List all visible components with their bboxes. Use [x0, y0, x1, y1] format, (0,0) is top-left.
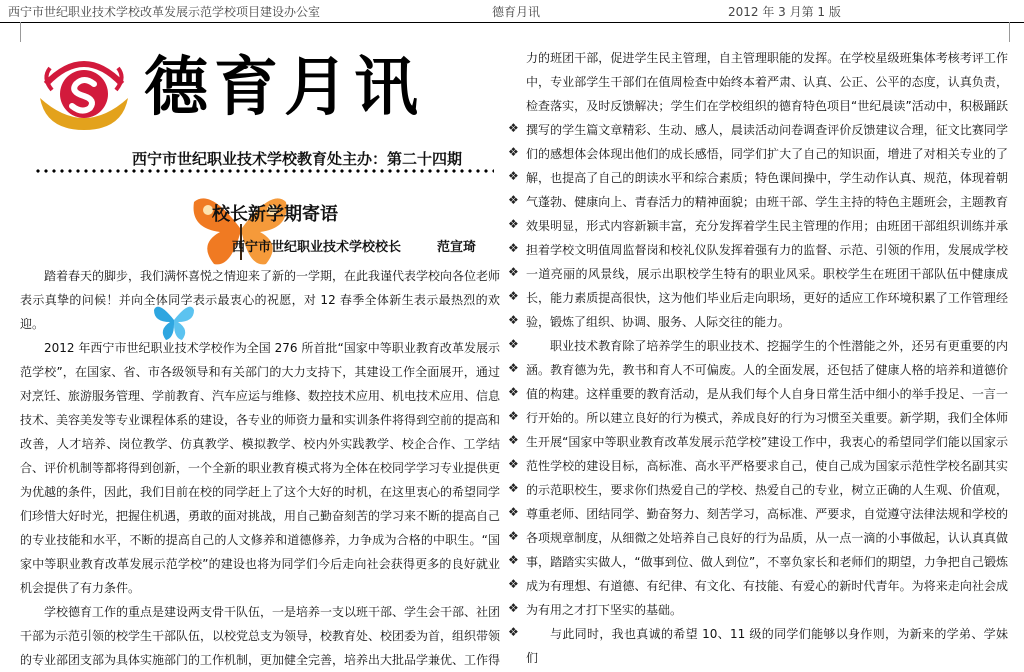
- diamond-bullet-icon: ❖: [508, 241, 519, 255]
- diamond-bullet-icon: ❖: [508, 361, 519, 375]
- header-issue-date: 2012 年 3 月第 1 版: [728, 5, 841, 19]
- school-logo-icon: [36, 48, 132, 134]
- diamond-bullet-icon: ❖: [508, 217, 519, 231]
- diamond-bullet-icon: ❖: [508, 577, 519, 591]
- paragraph: 踏着春天的脚步，我们满怀喜悦之情迎来了新的一学期，在此我谨代表学校向各位老师表示真挚的问候！并向全体同学表示最衷心的祝愿，对 12 春季全体新生表示最热烈的欢迎。: [20, 269, 501, 331]
- diamond-bullet-icon: ❖: [508, 409, 519, 423]
- diamond-bullet-icon: ❖: [508, 505, 519, 519]
- article-title: 校长新学期寄语: [212, 204, 338, 225]
- diamond-bullet-icon: ❖: [508, 289, 519, 303]
- paragraph: 职业技术教育除了培养学生的职业技术、挖掘学生的个性潜能之外，还另有更重要的内涵。教育德为先，教书和育人不可偏废。人的全面发展，还包括了健康人格的培养和道德价值的构建。这样重要的教育活动，是从我们每个人自身日常生活中细小的举手投足、一言一行开始的。所以建立良好的行为模式，养成良好的行为习惯至关重要。新学期，我们全体师生开展“国家中等职业教育改革发展示范学校”建设工作中，我衷心的希望同学们能以国家示范性学校的建设目标，高标准、高水平严格要求自己，使自己成为国家示范性学校名副其实的示范职校生，要求你们热爱自己的学校、热爱自己的专业，树立正确的人生观、价值观，尊重老师、团结同学、勤奋努力、刻苦学习，高标准、严要求，自觉遵守法律法规和学校的各项规章制度，从细微之处培养自己良好的行为品质，从一点一滴的小事做起，认认真真做事，踏踏实实做人，“做事到位、做人到位”，不辜负家长和老师们的期望，力争把自己锻炼成为有理想、有道德、有纪律、有文化、有技能、有爱心的新时代青年。为将来走向社会成为有用之才打下坚实的基础。: [526, 339, 1008, 617]
- diamond-bullet-icon: ❖: [508, 625, 519, 639]
- paragraph: 与此同时，我也真诚的希望 10、11 级的同学们能够以身作则，为新来的学弟、学妹们: [526, 627, 1008, 665]
- page-header: [0, 0, 1024, 23]
- diamond-bullet-icon: ❖: [508, 457, 519, 471]
- diamond-bullet-icon: ❖: [508, 145, 519, 159]
- newsletter-masthead: 德育月讯: [144, 50, 424, 125]
- author-name: 范宣琦: [437, 240, 477, 255]
- left-margin-mark: [0, 22, 21, 42]
- header-newsletter-name: 德育月讯: [492, 5, 541, 19]
- author-role: 西宁市世纪职业技术学校校长: [232, 240, 402, 255]
- diamond-bullet-icon: ❖: [508, 601, 519, 615]
- diamond-bullet-column: [508, 112, 522, 652]
- diamond-bullet-icon: ❖: [508, 553, 519, 567]
- diamond-bullet-icon: ❖: [508, 265, 519, 279]
- diamond-bullet-icon: ❖: [508, 529, 519, 543]
- diamond-bullet-icon: ❖: [508, 385, 519, 399]
- diamond-bullet-icon: ❖: [508, 433, 519, 447]
- header-office: 西宁市世纪职业技术学校改革发展示范学校项目建设办公室: [8, 5, 321, 19]
- masthead-subtitle: 西宁市世纪职业技术学校教育处主办：第二十四期: [132, 150, 463, 168]
- right-margin-mark: [1009, 22, 1024, 42]
- paragraph: 力的班团干部，促进学生民主管理，自主管理职能的发挥。在学校星级班集体考核考评工作中，专业部学生干部们在值周检查中始终本着严肃、认真、公正、公平的态度，认真负责，检查落实，及时反馈解决；学生们在学校组织的德育特色项目“世纪晨读”活动中，积极踊跃撰写的学生篇文章精彩、生动、感人，晨读活动问卷调查评价反馈建议合理，征文比赛同学们的感想体会体现出他们的成长感悟，同学们扩大了自己的知识面，增进了对相关专业的了解，也提高了自己的朗读水平和综合素质；特色课间操中，学生动作认真、规范，体现着朝气蓬勃、健康向上、青春活力的精神面貌；由班干部、学生主持的特色主题班会，主题教育效果明显，形式内容新颖丰富，充分发挥着学生民主管理的作用；由班团干部组织训练并承担着学校文明值周监督岗和校礼仪队发挥着强有力的监督、示范、引领的作用，发展成学校一道亮丽的风景线，展示出职校学生特有的职业风采。职校学生在班团干部队伍中健康成长，能力素质提高很快，这为他们毕业后走向职场，更好的适应工作环境积累了工作管理经验，锻炼了组织、协调、服务、人际交往的能力。: [526, 51, 1008, 329]
- diamond-bullet-icon: ❖: [508, 337, 519, 351]
- paragraph: 2012 年西宁市世纪职业技术学校作为全国 276 所首批“国家中等职业教育改革发展示范学校”，在国家、省、市各级领导和有关部门的大力支持下，其建设工作全面展开，通过对烹饪、旅游服务管理、学前教育、汽车应运与维修、数控技术应用、机电技术应用、信息技术、美容美发等专业课程体系的建设，各专业的师资力量和实训条件将得到空前的提高和改善，人才培养、岗位教学、仿真教学、模拟教学、校内外实践教学、校企合作、工学结合、评价机制等都将得到创新，一个全新的职业教育模式将为全体在校同学学习专业提供更为优越的条件，因此，我们目前在校的同学赶上了这个大好的时机，在这里衷心的希望同学们珍惜大好时光，把握住机遇，勇敢的面对挑战，用自己勤奋刻苦的学习来不断的提高自己的专业技能和水平，不断的提高自己的人文修养和道德修养，力争成为合格的中职生。“国家中等职业教育改革发展示范学校”的建设也将为同学们今后走向社会获得更多的良好就业机会提供了有力条件。: [20, 341, 501, 595]
- left-column: [20, 264, 501, 667]
- diamond-bullet-icon: ❖: [508, 121, 519, 135]
- article-byline: [232, 236, 476, 255]
- paragraph: 学校德育工作的重点是建设两支骨干队伍，一是培养一支以班干部、学生会干部、社团干部为示范引领的校学生干部队伍，以校党总支为领导，校教育处、校团委为首，组织带领的专业部团支部为具体实施部门的工作机制，更加健全完善，培养出大批品学兼优、工作得: [20, 605, 501, 667]
- diamond-bullet-icon: ❖: [508, 169, 519, 183]
- diamond-bullet-icon: ❖: [508, 481, 519, 495]
- diamond-bullet-icon: ❖: [508, 313, 519, 327]
- right-column: [526, 46, 1008, 665]
- dotted-divider: [34, 168, 494, 174]
- diamond-bullet-icon: ❖: [508, 193, 519, 207]
